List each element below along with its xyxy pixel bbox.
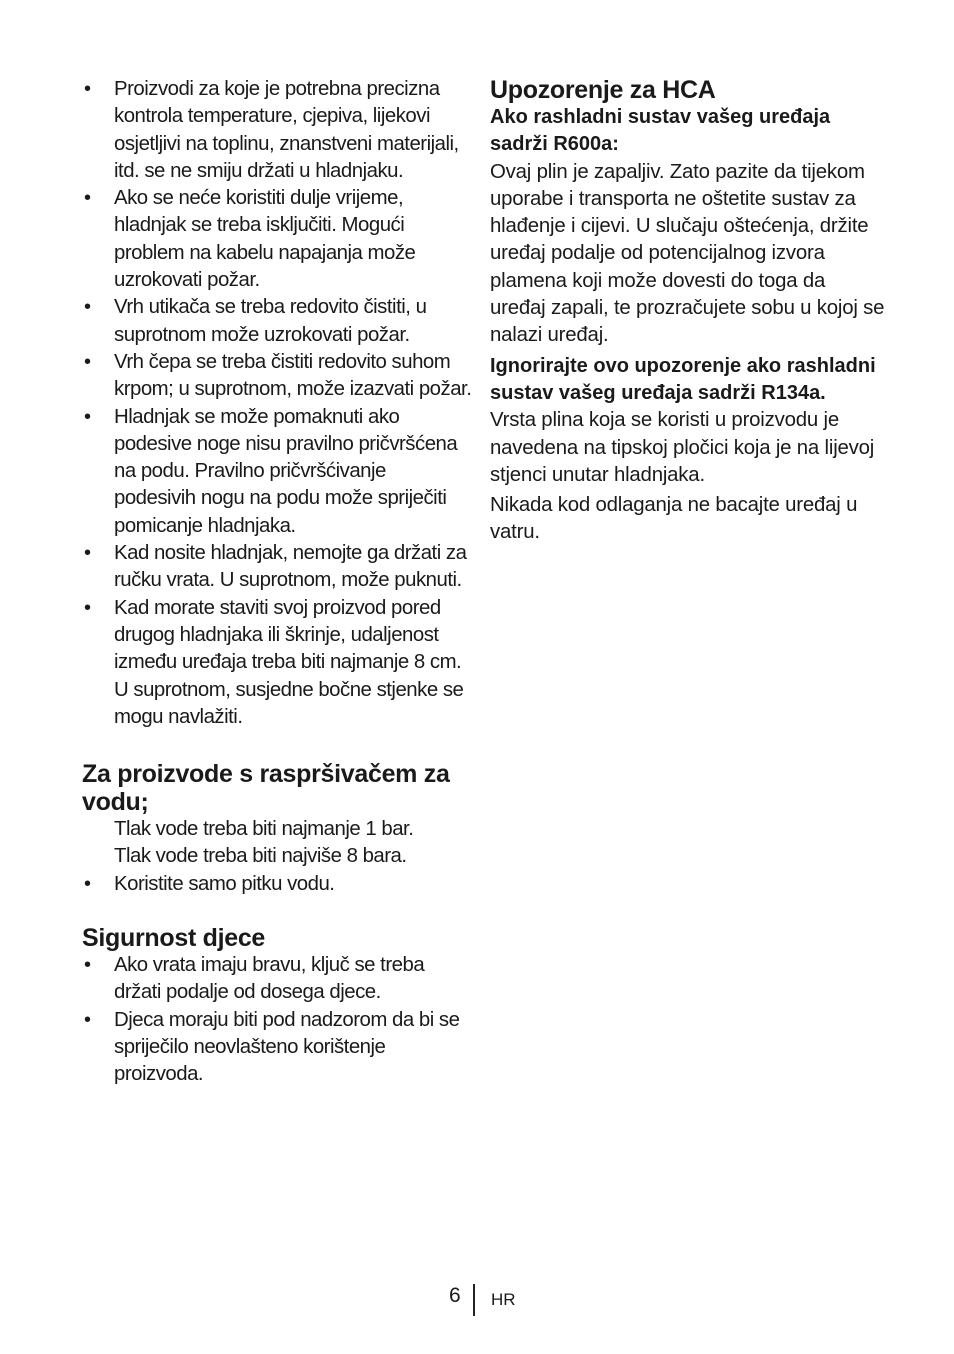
safety-bullet-list bbox=[82, 76, 472, 731]
list-item: • Ako se neće koristiti dulje vrijeme, hladnjak se treba isključiti. Mogući problem na kabelu napajanja može uzrokovati požar. bbox=[82, 185, 472, 294]
left-column bbox=[82, 76, 472, 1089]
language-code: HR bbox=[491, 1290, 516, 1309]
footer-divider bbox=[473, 1284, 475, 1316]
water-pressure-max: Tlak vode treba biti najviše 8 bara. bbox=[114, 845, 407, 868]
r134a-subheading: Ignorirajte ovo upozorenje ako rashladni sustav vašeg uređaja sadrži R134a. bbox=[490, 354, 876, 404]
page-number: 6 bbox=[449, 1284, 461, 1307]
list-item: • Kad nosite hladnjak, nemojte ga držati za ručku vrata. U suprotnom, može puknuti. bbox=[82, 540, 472, 595]
r600a-paragraph: Ovaj plin je zapaljiv. Zato pazite da tijekom uporabe i transporta ne oštetite sustav za hlađenje i cijevi. U slučaju oštećenja, držite uređaj podalje od potencijalnog izvora plamena koji može dovesti do toga da uređaj zapali, te prozračujete sobu u kojoj se nalazi uređaj. bbox=[490, 160, 885, 347]
list-item: • Vrh čepa se treba čistiti redovito suhom krpom; u suprotnom, može izazvati požar. bbox=[82, 349, 472, 404]
child-safety-bullet-list bbox=[82, 952, 472, 1088]
list-item: • Ako vrata imaju bravu, ključ se treba držati podalje od dosega djece. bbox=[82, 952, 472, 1007]
disposal-paragraph: Nikada kod odlaganja ne bacajte uređaj u vatru. bbox=[490, 494, 858, 544]
gas-type-paragraph: Vrsta plina koja se koristi u proizvodu je navedena na tipskoj pločici koja je na lijevoj stjenci unutar hladnjaka. bbox=[490, 409, 875, 486]
list-item: • Djeca moraju biti pod nadzorom da bi se spriječilo neovlašteno korištenje proizvoda. bbox=[82, 1007, 472, 1089]
list-item: • Proizvodi za koje je potrebna precizna kontrola temperature, cjepiva, lijekovi osjetljivi na toplinu, znanstveni materijali, itd. se ne smiju držati u hladnjaku. bbox=[82, 76, 472, 185]
section-heading-hca-warning: Upozorenje za HCA bbox=[490, 76, 716, 104]
list-item: • Kad morate staviti svoj proizvod pored drugog hladnjaka ili škrinje, udaljenost između uređaja treba biti najmanje 8 cm. U suprotnom, susjedne bočne stjenke se mogu navlažiti. bbox=[82, 595, 472, 731]
water-bullet-list bbox=[82, 871, 472, 898]
section-heading-water-dispenser: Za proizvode s raspršivačem za vodu; bbox=[82, 760, 450, 817]
right-column bbox=[490, 76, 885, 547]
list-item: • Vrh utikača se treba redovito čistiti, u suprotnom može uzrokovati požar. bbox=[82, 294, 472, 349]
r600a-subheading: Ako rashladni sustav vašeg uređaja sadrži R600a: bbox=[490, 106, 831, 156]
list-item: • Koristite samo pitku vodu. bbox=[82, 871, 472, 898]
list-item: • Hladnjak se može pomaknuti ako podesive noge nisu pravilno pričvršćena na podu. Pravilno pričvršćivanje podesivih nogu na podu može spriječiti pomicanje hladnjaka. bbox=[82, 404, 472, 540]
section-heading-child-safety: Sigurnost djece bbox=[82, 924, 266, 953]
water-pressure-min: Tlak vode treba biti najmanje 1 bar. bbox=[114, 818, 414, 841]
